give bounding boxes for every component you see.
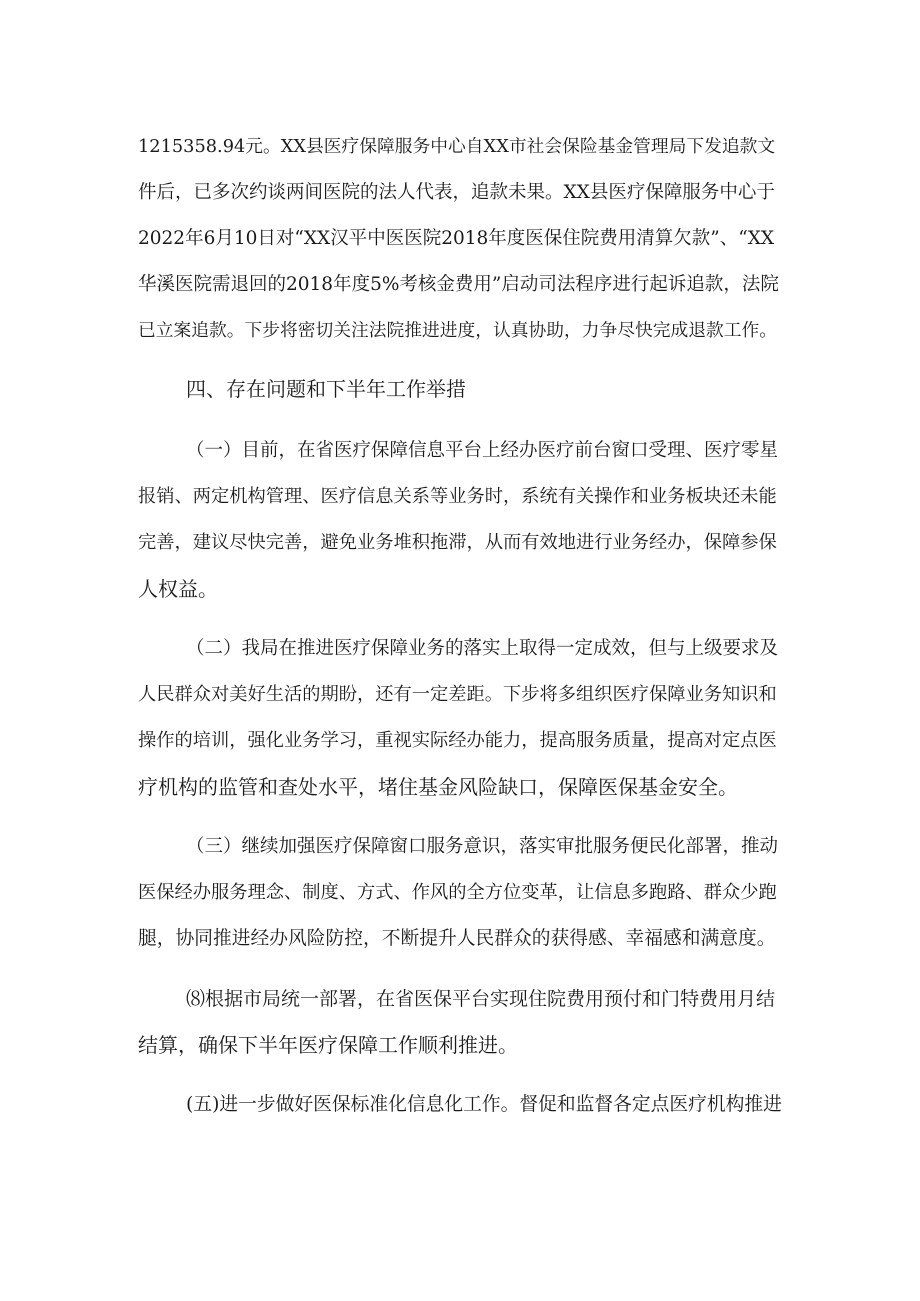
paragraph-line: (五)进一步做好医保标准化信息化工作。督促和监督各定点医疗机构推进 <box>186 1094 782 1115</box>
paragraph-line: （二）我局在推进医疗保障业务的落实上取得一定成效，但与上级要求及 <box>186 638 779 659</box>
paragraph-line: 件后，已多次约谈两间医院的法人代表，追款未果。XX县医疗保障服务中心于 <box>138 182 775 203</box>
paragraph-line: 结算，确保下半年医疗保障工作顺利推进。 <box>138 1033 518 1057</box>
paragraph-line: （一）目前，在省医疗保障信息平台上经办医疗前台窗口受理、医疗零星 <box>186 440 779 461</box>
paragraph-line: 疗机构的监管和查处水平，堵住基金风险缺口，保障医保基金安全。 <box>138 775 738 799</box>
paragraph-line: 1215358.94元。XX县医疗保障服务中心自XX市社会保险基金管理局下发追款文 <box>138 137 776 157</box>
paragraph-line: 2022年6月10日对“XX汉平中医医院2018年度医保住院费用清算欠款”、“XX <box>138 228 775 249</box>
section-heading: 四、存在问题和下半年工作举措 <box>186 377 466 401</box>
paragraph-line: （三）继续加强医疗保障窗口服务意识，落实审批服务便民化部署，推动 <box>186 836 779 857</box>
paragraph-line: 操作的培训，强化业务学习，重视实际经办能力，提高服务质量，提高对定点医 <box>138 730 777 751</box>
paragraph-line: 医保经办服务理念、制度、方式、作风的全方位变革，让信息多跑路、群众少跑 <box>138 882 777 903</box>
paragraph-line: 已立案追款。下步将密切关注法院推进进度，认真协助，力争尽快完成退款工作。 <box>138 321 778 341</box>
paragraph-line: 人民群众对美好生活的期盼，还有一定差距。下步将多组织医疗保障业务知识和 <box>138 684 777 705</box>
paragraph-line: 报销、两定机构管理、医疗信息关系等业务时，系统有关操作和业务板块还未能 <box>138 486 777 507</box>
paragraph-line: ⑻根据市局统一部署，在省医保平台实现住院费用预付和门特费用月结 <box>186 988 776 1010</box>
paragraph-line: 腿，协同推进经办风险防控，不断提升人民群众的获得感、幸福感和满意度。 <box>138 928 776 949</box>
paragraph-line: 完善，建议尽快完善，避免业务堆积拖滞，从而有效地进行业务经办，保障参保 <box>138 532 777 553</box>
paragraph-line: 人权益。 <box>138 577 218 601</box>
paragraph-line: 华溪医院需退回的2018年度5%考核金费用”启动司法程序进行起诉追款，法院 <box>138 274 779 295</box>
